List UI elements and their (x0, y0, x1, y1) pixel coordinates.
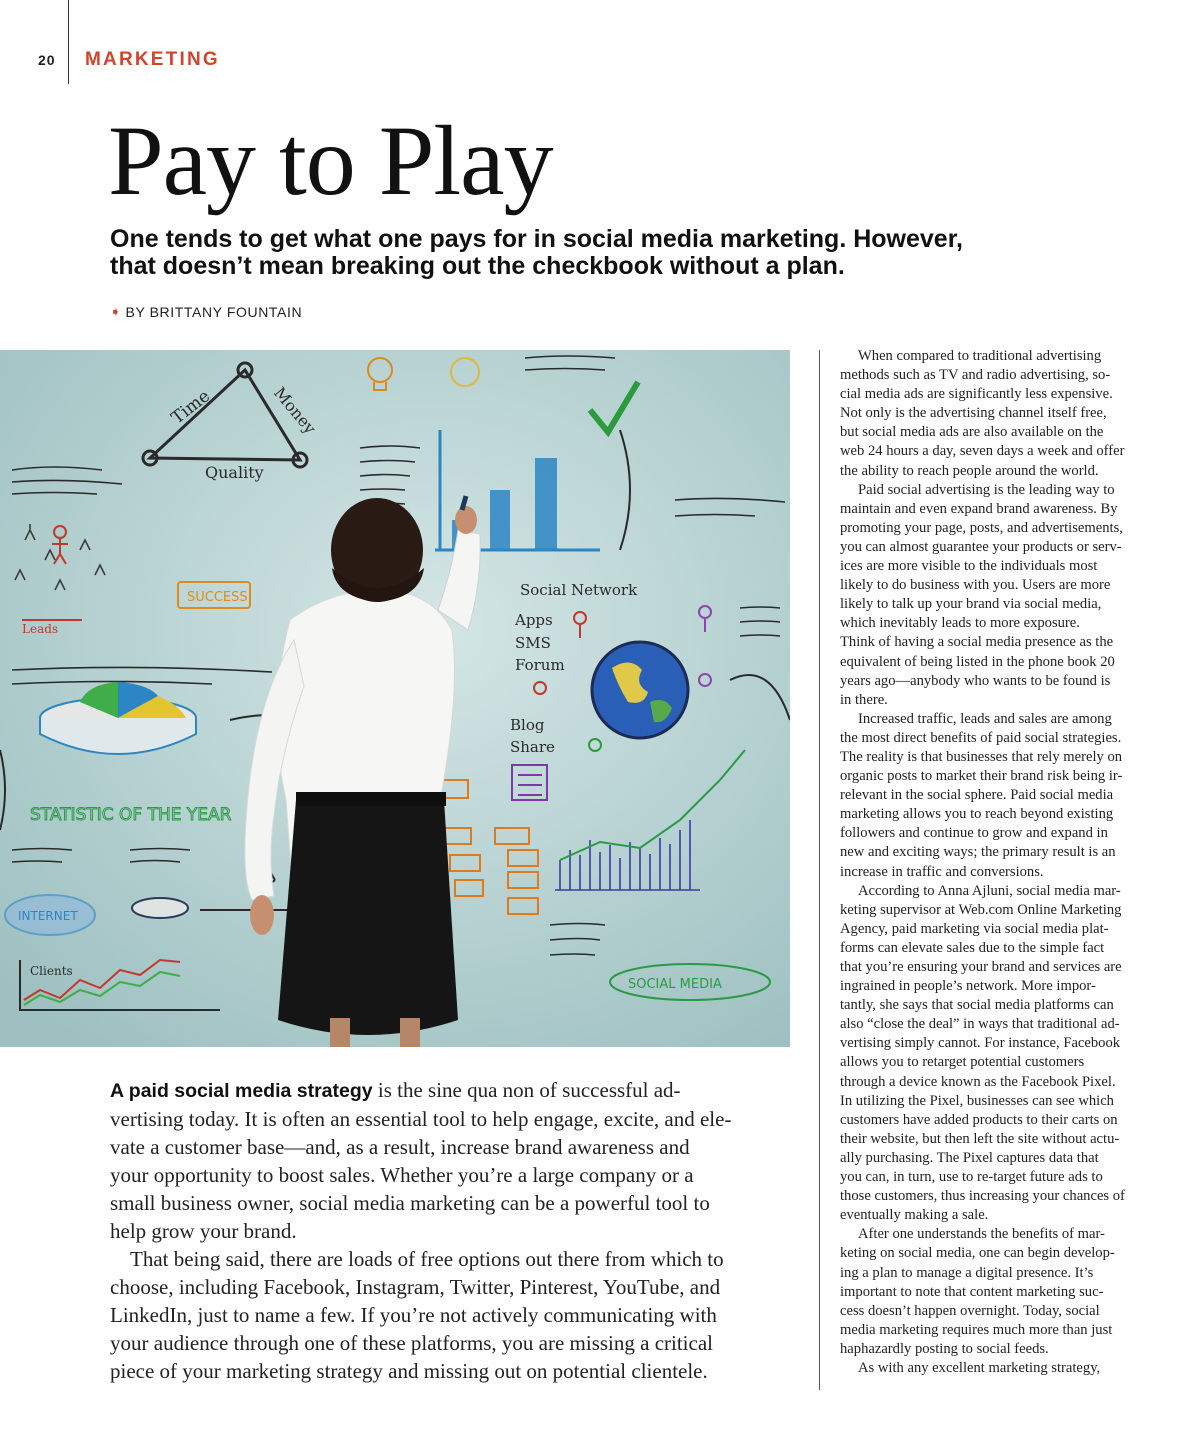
text-line: which inevitably leads to more exposure. (840, 615, 1080, 632)
right-paragraph-4 (840, 710, 1146, 882)
text-line: Not only is the advertising channel itself free, (840, 405, 1107, 422)
label-social-network: Social Network (520, 581, 638, 599)
label-leads: Leads (22, 622, 59, 636)
label-blog: Blog (510, 716, 545, 734)
text-line: new and exciting ways; the primary result is an (840, 844, 1116, 861)
text-line: ices are more visible to the individuals most (840, 558, 1098, 575)
text-line: piece of your marketing strategy and missing out on potential clientele. (110, 1359, 708, 1383)
text-line: ingrained in people’s network. More impor- (840, 978, 1096, 995)
whiteboard-photo (0, 350, 790, 1047)
text-line: keting on social media, one can begin develop- (840, 1245, 1115, 1262)
text-line: ally purchasing. The Pixel captures data that (840, 1149, 1099, 1166)
text-line: also “close the deal” in ways that traditional ad- (840, 1016, 1120, 1033)
text-line: According to Anna Ajluni, social media mar- (858, 882, 1121, 899)
text-line: vertising simply cannot. For instance, Facebook (840, 1035, 1121, 1052)
text-line: media marketing requires much more than just (840, 1321, 1113, 1338)
text-line: vertising today. It is often an essential tool to help engage, excite, and ele- (110, 1107, 732, 1131)
label-quality: Quality (205, 463, 264, 482)
text-line: vate a customer base—and, as a result, increase brand awareness and (110, 1135, 690, 1159)
arrow-right-icon: ➧ (110, 304, 122, 319)
label-internet: INTERNET (18, 909, 78, 923)
text-line: those customers, thus increasing your chances of (840, 1188, 1125, 1205)
label-success: SUCCESS (187, 590, 248, 605)
deck-line: One tends to get what one pays for in social media marketing. However, (110, 225, 963, 253)
text-line: their website, but then left the site without actu- (840, 1130, 1120, 1147)
label-sms: SMS (515, 634, 551, 652)
text-line: the most direct benefits of paid social strategies. (840, 729, 1122, 746)
text-line: customers have added products to their carts on (840, 1111, 1118, 1128)
text-line: likely to do business with you. Users are more (840, 577, 1111, 594)
whiteboard-illustration (0, 350, 790, 1047)
byline-author: BY BRITTANY FOUNTAIN (125, 304, 303, 320)
text-line: web 24 hours a day, seven days a week and offer (840, 443, 1125, 460)
text-line: The reality is that businesses that rely merely on (840, 748, 1123, 765)
text-line: years ago—anybody who wants to be found is (840, 672, 1111, 689)
text-line: LinkedIn, just to name a few. If you’re not actively communicating with (110, 1303, 717, 1327)
page-number: 20 (38, 52, 56, 68)
globe-drawing (592, 642, 688, 738)
section-label: MARKETING (85, 49, 220, 70)
text-line: that you’re ensuring your brand and services are (840, 959, 1122, 975)
text-line: Paid social advertising is the leading way to (858, 481, 1115, 498)
main-paragraph-2 (110, 1245, 790, 1385)
main-column (110, 1076, 790, 1385)
main-paragraph-1 (110, 1076, 790, 1245)
text-line: methods such as TV and radio advertising, so- (840, 367, 1111, 384)
text-line: your opportunity to boost sales. Whether you’re a large company or a (110, 1163, 694, 1187)
text-line: eventually making a sale. (840, 1207, 989, 1224)
text-line: maintain and even expand brand awareness. By (840, 500, 1118, 517)
text-line: allows you to retarget potential customers (840, 1054, 1085, 1071)
text-line: forms can elevate sales due to the simple fact (840, 939, 1105, 956)
deck-line: that doesn’t mean breaking out the checkbook without a plan. (110, 252, 845, 280)
coin-icon (132, 898, 188, 918)
lead-in: A paid social media strategy (110, 1080, 373, 1102)
text-line: choose, including Facebook, Instagram, Twitter, Pinterest, YouTube, and (110, 1275, 721, 1299)
text-line: but social media ads are also available on the (840, 424, 1104, 441)
label-apps: Apps (515, 611, 553, 629)
text-line: the ability to reach people around the world. (840, 462, 1099, 479)
text-line: Agency, paid marketing via social media plat- (840, 920, 1109, 937)
label-clients: Clients (30, 964, 73, 978)
right-column (840, 347, 1146, 1378)
text-line: increase in traffic and conversions. (840, 863, 1044, 880)
text-line: help grow your brand. (110, 1219, 297, 1243)
column-rule (819, 350, 820, 1390)
right-paragraph-5 (840, 882, 1146, 1226)
label-money: Money (270, 383, 320, 438)
text-line: That being said, there are loads of free options out there from which to (130, 1247, 724, 1271)
label-share: Share (510, 738, 555, 756)
text-line: Increased traffic, leads and sales are among (858, 710, 1112, 727)
text-line: After one understands the benefits of mar- (858, 1226, 1105, 1243)
text-line: promoting your page, posts, and advertisements, (840, 519, 1123, 536)
label-social-media: SOCIAL MEDIA (628, 977, 722, 992)
text-fragment: is the sine qua non of successful ad- (372, 1078, 681, 1102)
right-paragraph-7 (840, 1359, 1146, 1378)
text-line: likely to talk up your brand via social media, (840, 596, 1102, 613)
text-line: keting supervisor at Web.com Online Marketing (840, 901, 1122, 918)
text-line: As with any excellent marketing strategy, (858, 1359, 1101, 1376)
text-line: small business owner, social media marketing can be a powerful tool to (110, 1191, 710, 1215)
text-line: followers and continue to grow and expand in (840, 825, 1108, 842)
label-forum: Forum (515, 656, 565, 674)
article-title: Pay to Play (108, 105, 553, 216)
right-paragraph-2 (840, 481, 1146, 634)
text-line: important to note that content marketing suc- (840, 1283, 1104, 1300)
right-paragraph-6 (840, 1225, 1146, 1359)
text-line: relevant in the social sphere. Paid social media (840, 787, 1114, 804)
text-line: Think of having a social media presence as the (840, 634, 1114, 651)
label-statistic: STATISTIC OF THE YEAR (30, 805, 232, 825)
text-line: your audience through one of these platforms, you are missing a critical (110, 1331, 713, 1355)
text-line: cess doesn’t happen overnight. Today, social (840, 1302, 1100, 1319)
header-rule (68, 0, 69, 84)
text-line: through a device known as the Facebook Pixel. (840, 1073, 1116, 1090)
text-line: tantly, she says that social media platforms can (840, 997, 1114, 1014)
text-line: you can, in turn, use to re-target future ads to (840, 1169, 1103, 1186)
text-line: in there. (840, 691, 888, 708)
text-line: you can almost guarantee your products or serv- (840, 538, 1122, 555)
text-line: In utilizing the Pixel, businesses can see which (840, 1092, 1114, 1109)
article-deck (110, 226, 1150, 280)
right-paragraph-1 (840, 347, 1146, 481)
text-line: organic posts to market their brand risk being ir- (840, 768, 1123, 785)
text-line: cial media ads are significantly less expensive. (840, 386, 1113, 403)
text-line: haphazardly posting to social feeds. (840, 1340, 1049, 1357)
text-line: marketing allows you to reach beyond existing (840, 806, 1114, 823)
text-line: ing a plan to manage a digital presence. It’s (840, 1264, 1094, 1281)
right-paragraph-3 (840, 633, 1146, 709)
byline (110, 304, 302, 320)
internet-cloud (5, 895, 95, 935)
text-line: When compared to traditional advertising (858, 348, 1102, 364)
text-line (110, 1076, 790, 1105)
label-time: Time (167, 386, 214, 429)
text-line: equivalent of being listed in the phone book 20 (840, 653, 1115, 670)
